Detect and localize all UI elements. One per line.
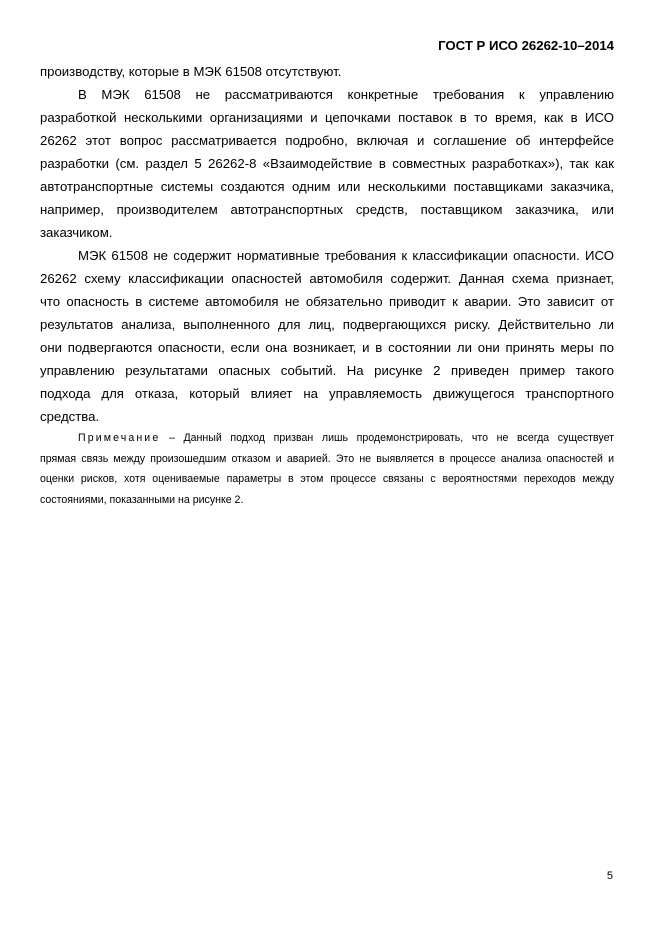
text-line: В МЭК 61508 не рассматриваются конкретные требования к управлению bbox=[78, 87, 614, 102]
page-number: 5 bbox=[606, 870, 613, 882]
text-line: разработки (см. раздел 5 26262-8 «Взаимодействие в совместных разработках»), так как bbox=[40, 156, 614, 171]
note-label: Примечание bbox=[78, 432, 161, 444]
note-line: состояниями, показанными на рисунке 2. bbox=[40, 493, 244, 506]
text-line: подхода для отказа, который влияет на управляемость движущегося транспортного bbox=[40, 386, 614, 401]
text-line: управлению результатами опасных событий. На рисунке 2 приведен пример такого bbox=[40, 363, 614, 378]
standard-code-header: ГОСТ Р ИСО 26262-10–2014 bbox=[438, 38, 614, 53]
text-line: разработкой несколькими организациями и цепочками поставок в то время, как в ИСО bbox=[40, 110, 614, 125]
note-text: – Данный подход призван лишь продемонстрировать, что не всегда существует bbox=[160, 432, 614, 444]
text-line: что опасность в системе автомобиля не обязательно приводит к аварии. Это зависит от bbox=[40, 294, 614, 309]
note-line bbox=[40, 428, 614, 449]
note-line: оценки рисков, хотя оцениваемые параметры в этом процессе связаны с вероятностями переходов между bbox=[40, 473, 614, 485]
text-line: автотранспортные системы создаются одним или несколькими поставщиками заказчика, bbox=[40, 179, 614, 194]
text-line: МЭК 61508 не содержит нормативные требования к классификации опасности. ИСО bbox=[78, 248, 614, 263]
note-block bbox=[40, 428, 614, 510]
text-line: средства. bbox=[40, 409, 100, 424]
text-line: 26262 схему классификации опасностей автомобиля содержит. Данная схема признает, bbox=[40, 271, 614, 286]
main-text bbox=[40, 60, 614, 428]
text-line: производству, которые в МЭК 61508 отсутствуют. bbox=[40, 64, 342, 79]
text-line: результатов анализа, выполненного для лиц, подвергающихся риску. Действительно ли bbox=[40, 317, 614, 332]
text-line: заказчиком. bbox=[40, 225, 113, 240]
note-line: прямая связь между произошедшим отказом и аварией. Это не выявляется в процессе анализа опасностей и bbox=[40, 452, 614, 465]
text-line: 26262 этот вопрос рассматривается подробно, включая и соглашение об интерфейсе bbox=[40, 133, 614, 148]
text-line: они подвергаются опасности, если она возникает, и в состоянии ли они принять меры по bbox=[40, 340, 614, 355]
text-line: например, производителем автотранспортных средств, поставщиком заказчика, или bbox=[40, 202, 614, 217]
